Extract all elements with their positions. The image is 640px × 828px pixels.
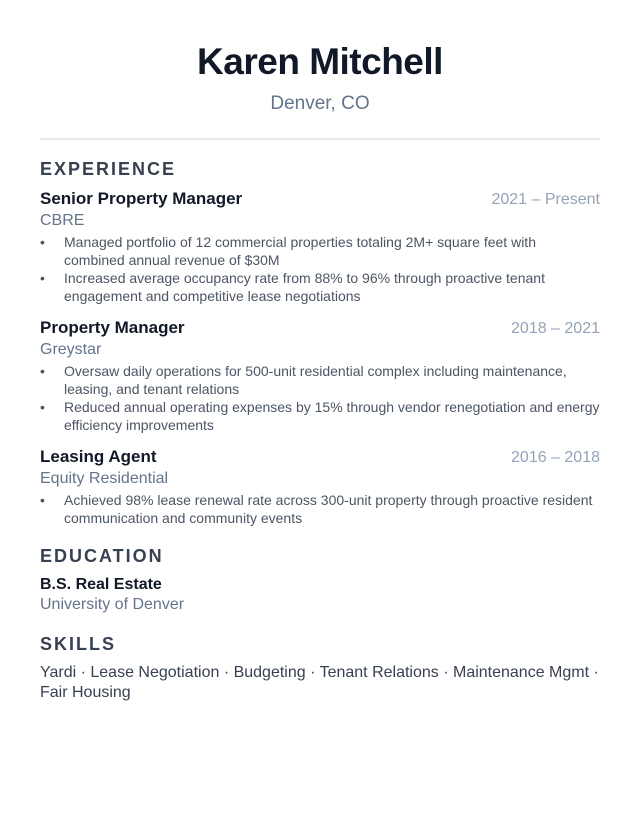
education-school: University of Denver	[40, 596, 185, 613]
job-bullets	[40, 233, 600, 305]
job-bullet: • Oversaw daily operations for 500-unit residential complex including maintenance, leasing, and tenant relations	[40, 362, 600, 398]
candidate-name: Karen Mitchell	[197, 41, 443, 82]
job-company: Equity Residential	[40, 470, 169, 487]
job-bullets	[40, 491, 600, 527]
experience-section	[40, 158, 600, 527]
experience-heading: EXPERIENCE	[40, 159, 177, 179]
job-company: CBRE	[40, 212, 85, 229]
job-dates: 2018 – 2021	[511, 320, 600, 337]
education-degree: B.S. Real Estate	[40, 576, 162, 593]
job-entry	[40, 188, 600, 305]
job-bullet: • Reduced annual operating expenses by 15% through vendor renegotiation and energy efficiency improvements	[40, 398, 600, 434]
job-header	[40, 446, 600, 469]
skills-list: Yardi · Lease Negotiation · Budgeting · Tenant Relations · Maintenance Mgmt · Fair Housing	[40, 664, 599, 701]
job-entry	[40, 317, 600, 434]
job-bullets	[40, 362, 600, 434]
job-title: Leasing Agent	[40, 447, 157, 466]
candidate-location: Denver, CO	[270, 93, 370, 114]
job-dates: 2016 – 2018	[511, 449, 600, 466]
job-entry	[40, 446, 600, 527]
job-company: Greystar	[40, 341, 102, 358]
skills-heading: SKILLS	[40, 634, 117, 654]
job-title: Property Manager	[40, 318, 185, 337]
job-header	[40, 317, 600, 340]
job-header	[40, 188, 600, 211]
education-section	[40, 545, 600, 615]
education-heading: EDUCATION	[40, 546, 164, 566]
job-title: Senior Property Manager	[40, 189, 243, 208]
resume-header	[40, 0, 600, 116]
job-dates: 2021 – Present	[491, 191, 600, 208]
job-bullet: • Managed portfolio of 12 commercial properties totaling 2M+ square feet with combined annual revenue of $30M	[40, 233, 600, 269]
job-bullet: • Increased average occupancy rate from 88% to 96% through proactive tenant engagement and competitive lease negotiations	[40, 269, 600, 305]
skills-section	[40, 633, 600, 703]
header-divider	[40, 138, 600, 140]
job-bullet: • Achieved 98% lease renewal rate across 300-unit property through proactive resident communication and community events	[40, 491, 600, 527]
